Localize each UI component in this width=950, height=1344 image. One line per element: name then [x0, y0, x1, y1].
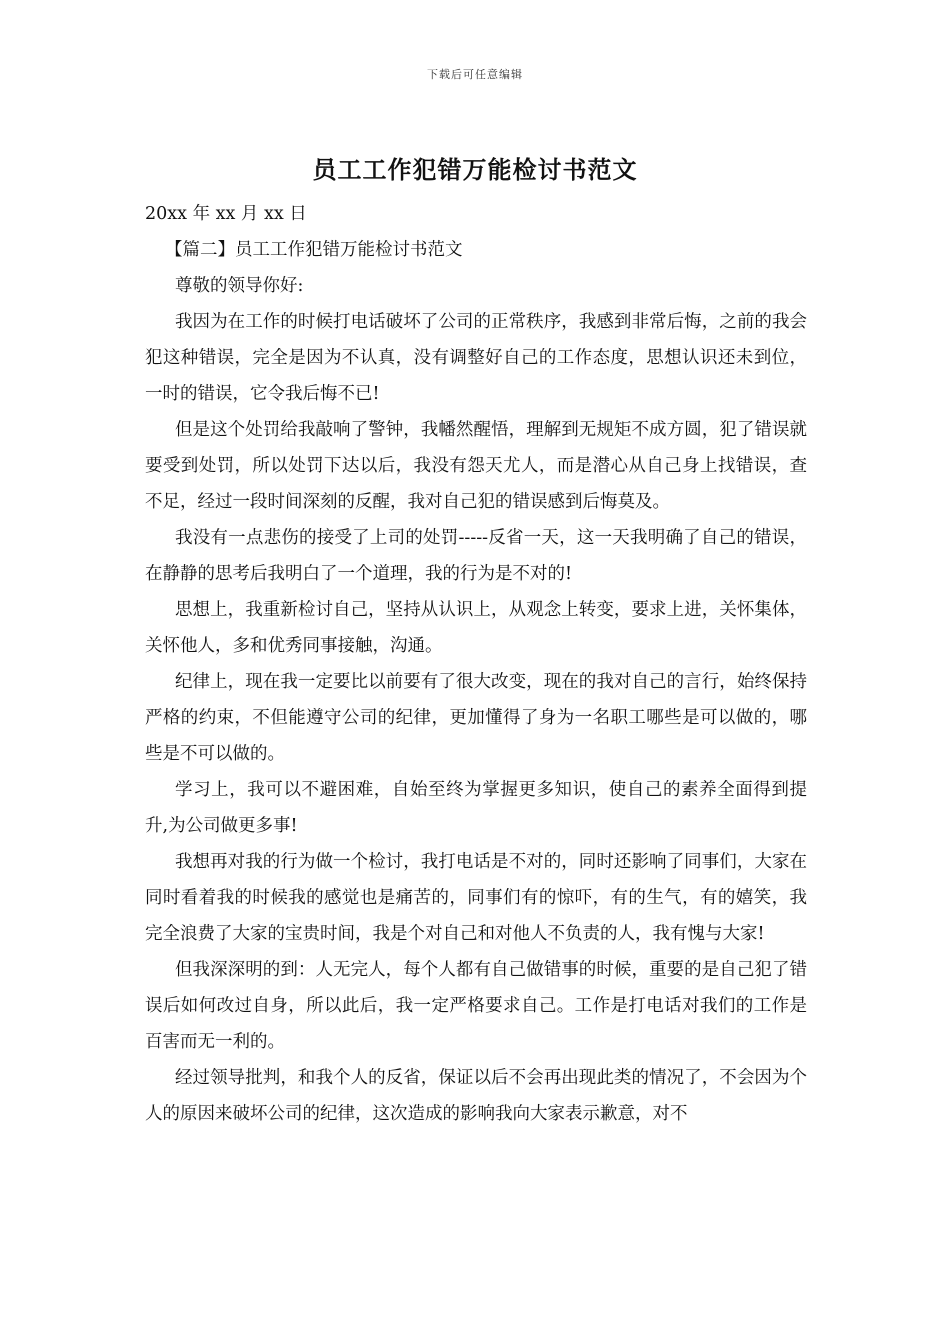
- paragraph-9: 经过领导批判，和我个人的反省，保证以后不会再出现此类的情况了，不会因为个人的原因来破坏公司的纪律，这次造成的影响我向大家表示歉意，对不: [145, 1068, 807, 1124]
- section-heading: 【篇二】员工工作犯错万能检讨书范文: [165, 240, 463, 260]
- paragraph-5: 纪律上，现在我一定要比以前要有了很大改变，现在的我对自己的言行，始终保持严格的约束，不但能遵守公司的纪律，更加懂得了身为一名职工哪些是可以做的，哪些是不可以做的。: [145, 672, 807, 764]
- paragraph-1: 我因为在工作的时候打电话破坏了公司的正常秩序，我感到非常后悔，之前的我会犯这种错误，完全是因为不认真，没有调整好自己的工作态度，思想认识还未到位，一时的错误，它令我后悔不已!: [145, 312, 807, 404]
- document-date: 20xx 年 xx 月 xx 日: [145, 204, 307, 224]
- header-note: 下载后可任意编辑: [427, 68, 523, 81]
- document-title: 员工工作犯错万能检讨书范文: [312, 155, 638, 184]
- paragraph-7: 我想再对我的行为做一个检讨，我打电话是不对的，同时还影响了同事们，大家在同时看着我的时候我的感觉也是痛苦的，同事们有的惊吓，有的生气，有的嬉笑，我完全浪费了大家的宝贵时间，我是个对自己和对他人不负责的人，我有愧与大家!: [145, 852, 807, 944]
- paragraph-4: 思想上，我重新检讨自己，坚持从认识上，从观念上转变，要求上进，关怀集体，关怀他人，多和优秀同事接触，沟通。: [145, 600, 807, 656]
- salutation: 尊敬的领导你好:: [175, 276, 304, 296]
- paragraph-8: 但我深深明的到：人无完人，每个人都有自己做错事的时候，重要的是自己犯了错误后如何改过自身，所以此后，我一定严格要求自己。工作是打电话对我们的工作是百害而无一利的。: [145, 960, 807, 1052]
- paragraph-6: 学习上，我可以不避困难，自始至终为掌握更多知识，使自己的素养全面得到提升,为公司做更多事!: [145, 780, 807, 836]
- paragraph-2: 但是这个处罚给我敲响了警钟，我幡然醒悟，理解到无规矩不成方圆，犯了错误就要受到处罚，所以处罚下达以后，我没有怨天尤人，而是潜心从自己身上找错误，查不足，经过一段时间深刻的反醒，我对自己犯的错误感到后悔莫及。: [145, 420, 807, 512]
- paragraph-3: 我没有一点悲伤的接受了上司的处罚-----反省一天，这一天我明确了自己的错误，在静静的思考后我明白了一个道理，我的行为是不对的!: [145, 528, 807, 584]
- document-body: [145, 196, 807, 1132]
